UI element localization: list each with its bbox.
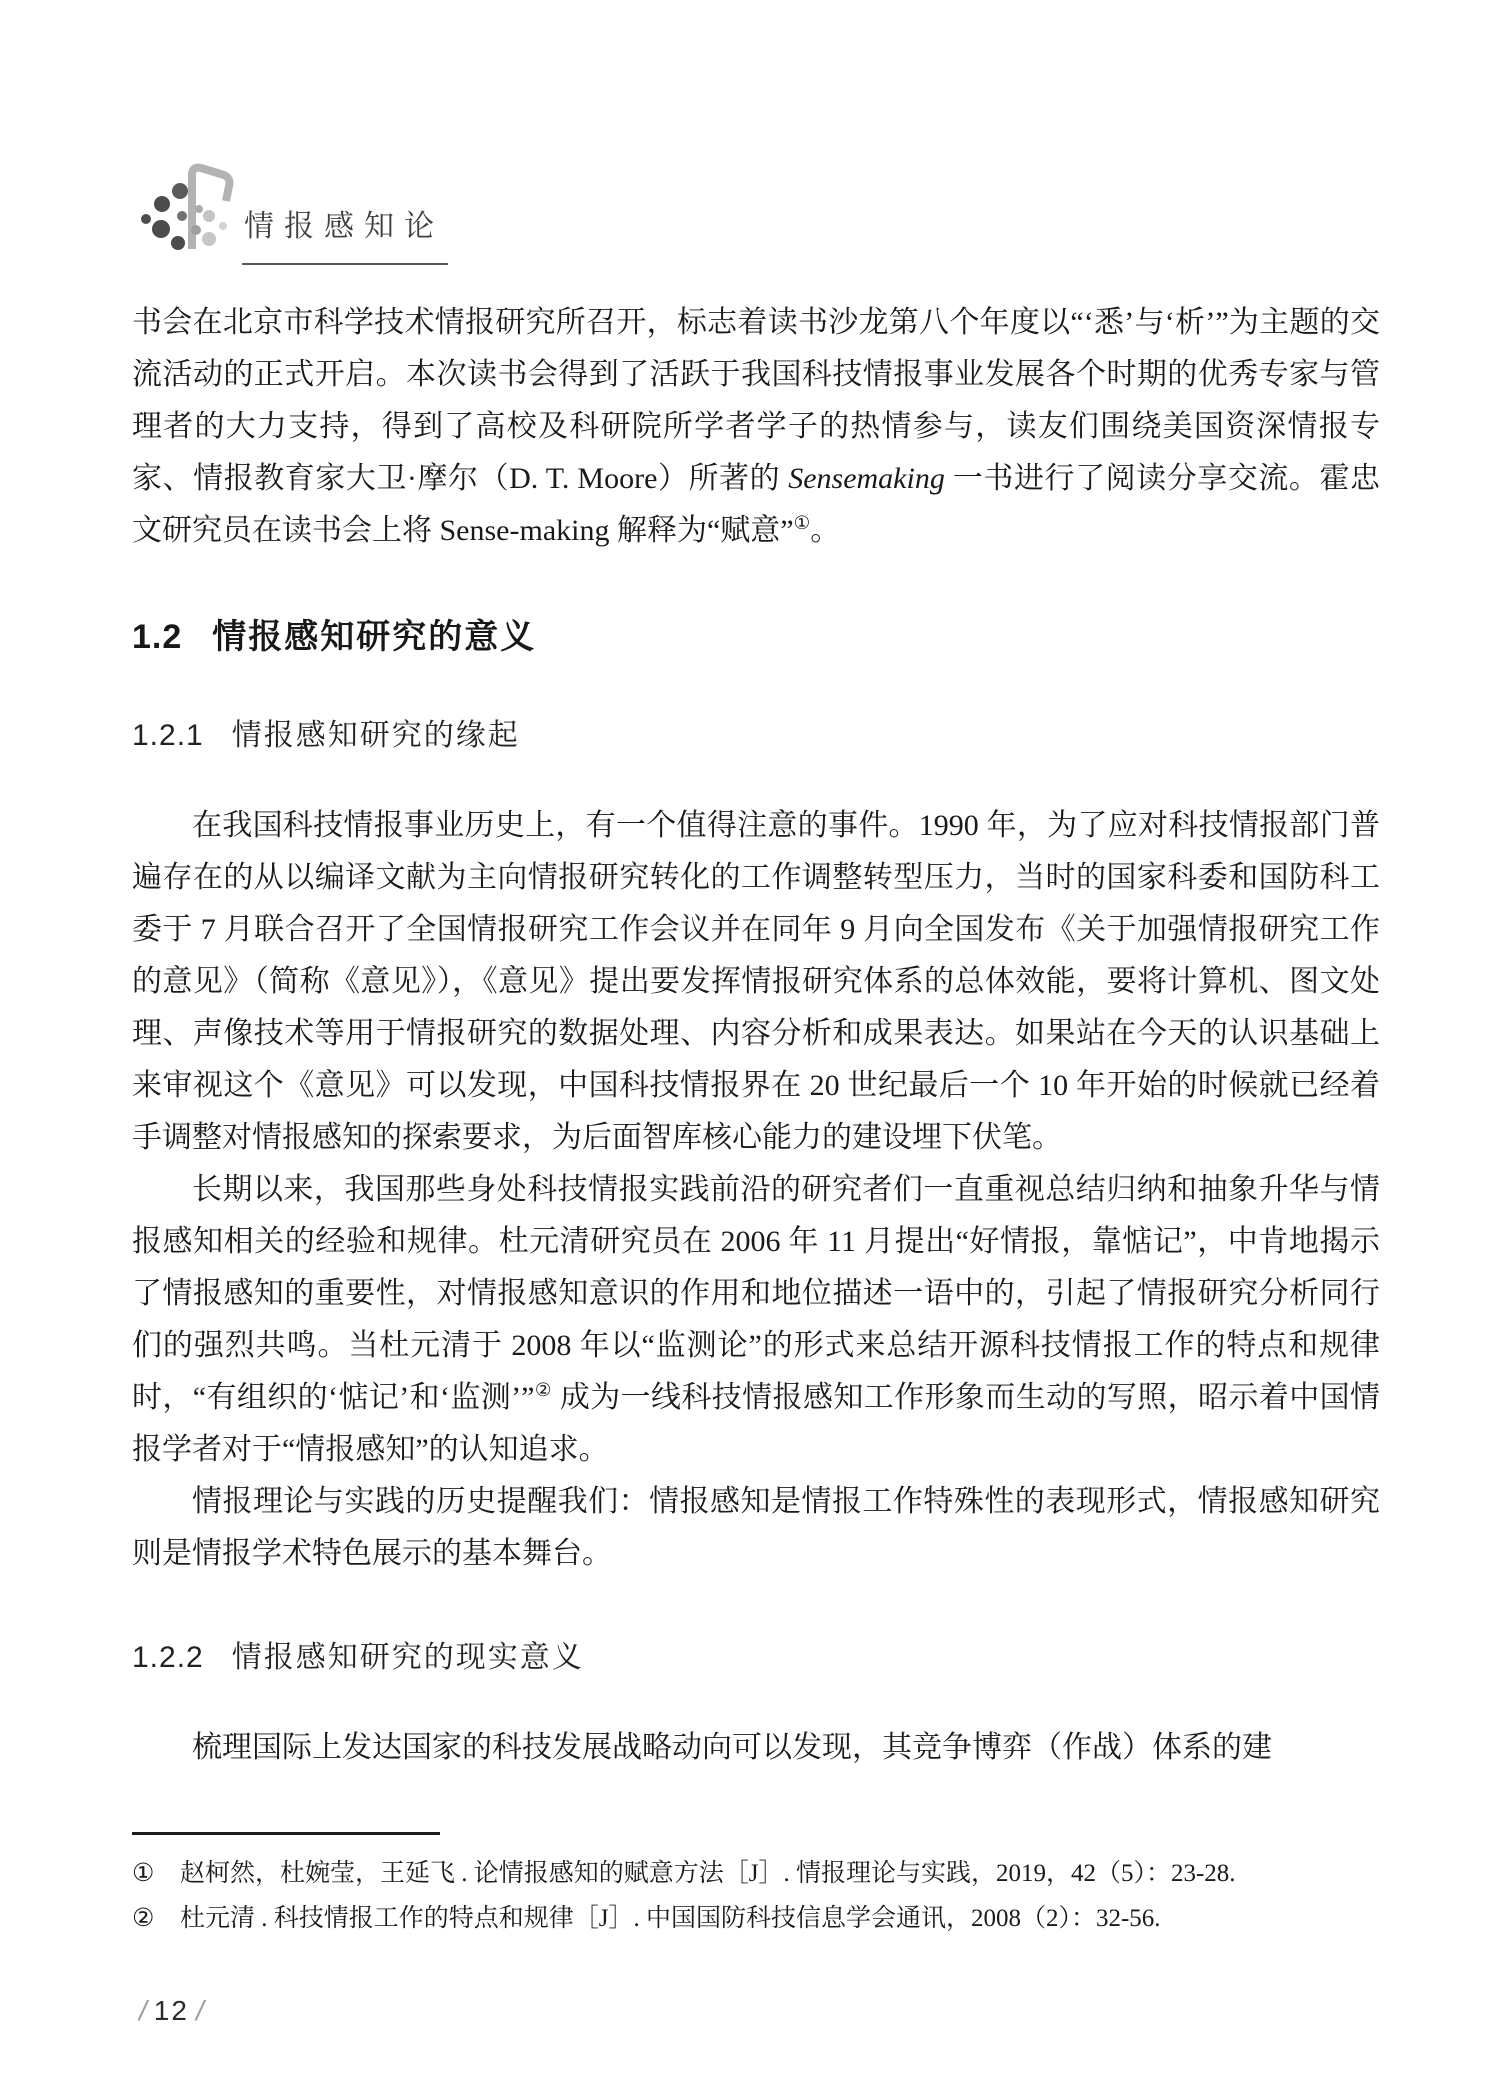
footnote-ref-2: ② — [534, 1380, 552, 1401]
footnote-2-marker: ② — [132, 1905, 155, 1932]
section-1-2-number: 1.2 — [132, 618, 183, 656]
page-number: 12 — [153, 1995, 189, 2026]
section-1-2-title: 情报感知研究的意义 — [212, 618, 537, 656]
section-heading-1-2 — [132, 609, 1380, 658]
subsection-1-2-1-title: 情报感知研究的缘起 — [231, 719, 520, 752]
intro-text-2: 一书进行了阅读分享交流。霍忠文研究员在读书会上将 Sense-making 解释为“赋意” — [132, 462, 1380, 547]
paragraph-1-2-2-a: 梳理国际上发达国家的科技发展战略动向可以发现，其竞争博弈（作战）体系的建 — [192, 1731, 1272, 1764]
footnote-1-text: 赵柯然，杜婉莹，王延飞 . 论情报感知的赋意方法［J］. 情报理论与实践，2019，42（5）：23-28. — [180, 1860, 1236, 1887]
intro-text-3: 。 — [810, 514, 841, 547]
book-logo-icon — [132, 159, 236, 251]
intro-book-name-italic: Sensemaking — [788, 462, 945, 495]
book-title-underline-wrap — [242, 201, 448, 265]
page-footer — [132, 1995, 1380, 2027]
page-number-left-slash: / — [139, 1995, 147, 2026]
subsection-1-2-2-number: 1.2.2 — [132, 1641, 204, 1674]
paragraph-1-2-1-a: 在我国科技情报事业历史上，有一个值得注意的事件。1990 年，为了应对科技情报部门普遍存在的从以编译文献为主向情报研究转化的工作调整转型压力，当时的国家科委和国防科工委于 7 月联合召开了全国情报研究工作会议并在同年 9 月向全国发布《关于加强情报研究工作的意见》（简称《意见》），《意见》提出要发挥情报研究体系的总体效能，要将计算机、图文处理、声像技术等用于情报研究的数据处理、内容分析和成果表达。如果站在今天的认识基础上来审视这个《意见》可以发现，中国科技情报界在 20 世纪最后一个 10 年开始的时候就已经着手调整对情报感知的探索要求，为后面智库核心能力的建设埋下伏笔。 — [132, 809, 1380, 1154]
dots-hook-logo-graphic — [132, 159, 236, 251]
footnote-ref-1: ① — [793, 513, 811, 534]
subsection-1-2-1-number: 1.2.1 — [132, 719, 204, 752]
subsection-heading-1-2-2 — [132, 1632, 1380, 1676]
subsection-1-2-2-title: 情报感知研究的现实意义 — [231, 1641, 584, 1674]
footnote-block — [132, 1832, 1380, 1941]
paragraph-1-2-1-c: 情报理论与实践的历史提醒我们：情报感知是情报工作特殊性的表现形式，情报感知研究则是情报学术特色展示的基本舞台。 — [132, 1485, 1380, 1570]
footnote-2-text: 杜元清 . 科技情报工作的特点和规律［J］. 中国国防科技信息学会通讯，2008（2）：32-56. — [180, 1905, 1161, 1932]
page-header — [132, 147, 1380, 251]
intro-text-1: 书会在北京市科学技术情报研究所召开，标志着读书沙龙第八个年度以“‘悉’与‘析’”为主题的交流活动的正式开启。本次读书会得到了活跃于我国科技情报事业发展各个时期的优秀专家与管理者的大力支持，得到了高校及科研院所学者学子的热情参与，读友们围绕美国资深情报专家、情报教育家大卫·摩尔（D. T. Moore）所著的 — [132, 306, 1380, 495]
paragraph-1-2-1-b — [132, 1164, 1380, 1476]
book-title: 情报感知论 — [244, 210, 444, 243]
footnote-1-marker: ① — [132, 1860, 155, 1887]
footnote-1 — [132, 1851, 1380, 1896]
p2-text-1: 长期以来，我国那些身处科技情报实践前沿的研究者们一直重视总结归纳和抽象升华与情报感知相关的经验和规律。杜元清研究员在 2006 年 11 月提出“好情报，靠惦记”，中肯地揭示了情报感知的重要性，对情报感知意识的作用和地位描述一语中的，引起了情报研究分析同行们的强烈共鸣。当杜元清于 2008 年以“监测论”的形式来总结开源科技情报工作的特点和规律时，“有组织的‘惦记’和‘监测’” — [132, 1173, 1380, 1414]
subsection-heading-1-2-1 — [132, 710, 1380, 754]
p2-text-2: 成为一线科技情报感知工作形象而生动的写照，昭示着中国情报学者对于“情报感知”的认知追求。 — [132, 1381, 1380, 1466]
footnote-divider — [132, 1832, 440, 1835]
paragraph-intro — [132, 297, 1380, 557]
footnote-2 — [132, 1896, 1380, 1941]
page-number-right-slash: / — [195, 1995, 204, 2026]
